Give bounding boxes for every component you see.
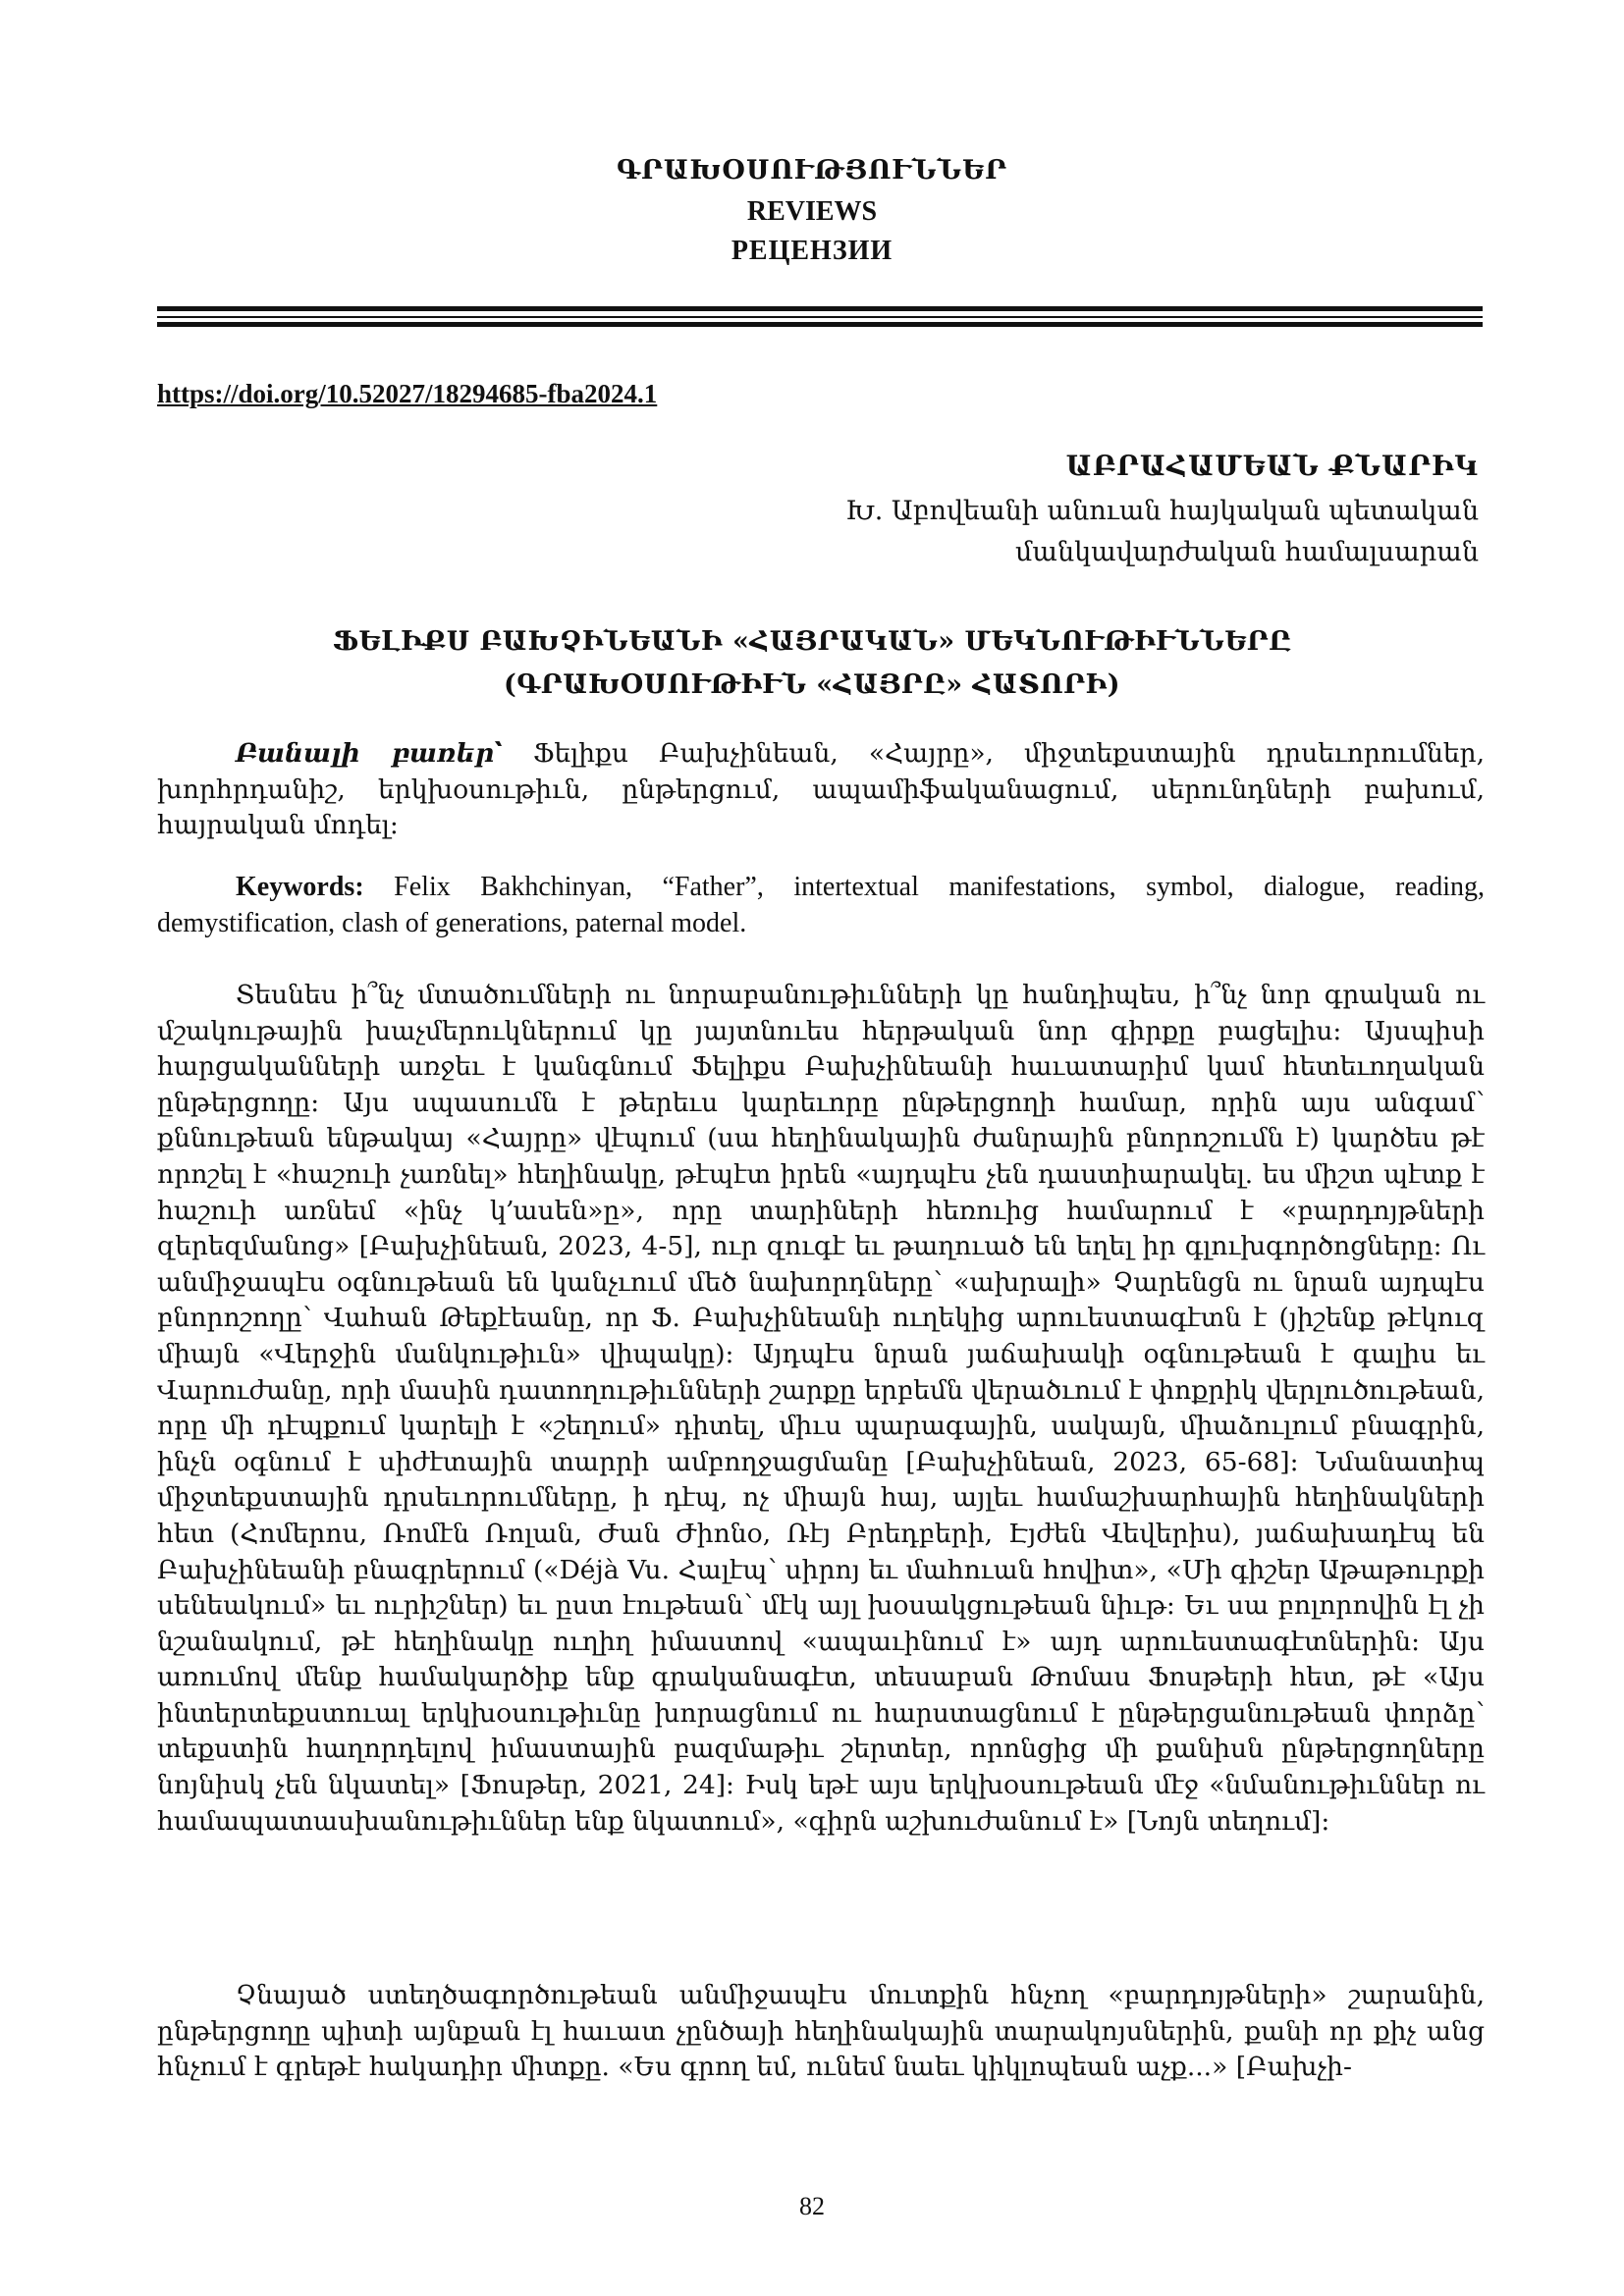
keywords-english xyxy=(157,869,1485,941)
header-rule-top xyxy=(157,306,1483,311)
body-paragraph-2: Չնայած ստեղծագործութեան անմիջապէս մուտքին հնչող «բարդոյթների» շարանին, ընթերցողը պիտի այնքան էլ հաւատ չընծայի հեղինակային տարակոյսներին, քանի որ քիչ անց հնչում է գրեթէ հակադիր միտքը. «Ես գրող եմ, ունեմ նաեւ կիկլոպեան աչք...» [Բախչի- xyxy=(157,1980,1485,2083)
affiliation-line-2: մանկավարժական համալսարան xyxy=(1015,537,1479,567)
page-number: 82 xyxy=(799,2192,825,2220)
header-rule-middle xyxy=(157,316,1483,318)
keywords-armenian-text: Ֆելիքս Բախչինեան, «Հայրը», միջտեքստային դրսեւորումներ, խորհրդանիշ, երկխօսութիւն, ընթերցում, ապամիֆականացում, սերունդների բախում, հայրական մոդել: xyxy=(157,738,1485,840)
section-heading-russian: РЕЦЕНЗИИ xyxy=(731,236,893,266)
keywords-english-label: Keywords: xyxy=(236,872,364,902)
keywords-english-text: Felix Bakhchinyan, “Father”, intertextual manifestations, symbol, dialogue, reading, demystification, clash of generations, paternal model. xyxy=(157,872,1485,938)
section-heading-english: REVIEWS xyxy=(746,196,878,227)
body-paragraph-1: Տեսնես ի՞նչ մտածումների ու նորաբանութիւնների կը հանդիպես, ի՞նչ նոր գրական ու մշակութային խաչմերուկներում կը յայտնուես հերթական նոր գիրքը բացելիս: Այսպիսի հարցականների առջեւ է կանգնում Ֆելիքս Բախչինեանի հաւատարիմ կամ հետեւողական ընթերցողը: Այս սպասումն է թերեւս կարեւորը ընթերցողի համար, որին այս անգամ՝ քննութեան ենթակայ «Հայրը» վէպում (սա հեղինակային ժանրային բնորոշումն է) կարծես թէ որոշել է «հաշուի չառնել» հեղինակը, թէպէտ իրեն «այդպէս չեն դաստիարակել. ես միշտ պէտք է հաշուի առնեմ «ինչ կ՚ասեն»ը», որը տարիների հեռուից համարում է «բարդոյթների զերեզմանոց» [Բախչինեան, 2023, 4-5], ուր զուգէ եւ թաղուած են եղել իր գլուխգործոցները: Ու անմիջապէս օգնութեան են կանչւում մեծ նախորդները՝ «ախրալի» Չարենցն ու նրան այդպէս բնորոշողը՝ Վահան Թեքէեանը, որ Ֆ. Բախչինեանի ուղեկից արուեստագէտն է (յիշենք թէկուզ միայն «Վերջին մանկութիւն» վիպակը): Այդպէս նրան յաճախակի օգնութեան է գալիս եւ Վարուժանը, որի մասին դատողութիւնների շարքը երբեմն վերածւում է փոքրիկ վերլուծութեան, որը մի դէպքում կարելի է «շեղում» դիտել, միւս պարագային, սակայն, միաձուլում բնագրին, ինչն օգնում է սիժէտային տարրի ամբողջացմանը [Բախչինեան, 2023, 65-68]: Նմանատիպ միջտեքստային դրսեւորումները, ի դէպ, ոչ միայն հայ, այլեւ համաշխարհային հեղինակների հետ (Հոմերոս, Ռոմէն Ռոլան, Ժան Ժիոնօ, Ռէյ Բրեդբերի, Էյժեն Վեվերիս), յաճախադէպ են Բախչինեանի բնագրերում («Déjà Vu. Հալէպ՝ սիրոյ եւ մահուան հովիտ», «Մի գիշեր Աթաթուրքի սենեակում» եւ ուրիշներ) եւ ըստ էութեան՝ մէկ այլ խօսակցութեան նիւթ: Եւ սա բոլորովին էլ չի նշանակում, թէ հեղինակը ուղիղ իմաստով «ապաւինում է» այդ արուեստագէտներին: Այս առումով մենք համակարծիք ենք գրականագէտ, տեսաբան Թոմաս Ֆոսթերի հետ, թէ «Այս ինտերտեքստուալ երկխօսութիւնը խորացնում ու հարստացնում է ընթերցանութեան փորձը՝ տեքստին հաղորդելով իմաստային բազմաթիւ շերտեր, որոնցից մի քանիսն ընթերցողները նոյնիսկ չեն նկատել» [Ֆոսթեր, 2021, 24]: Իսկ եթէ այս երկխօսութեան մէջ «նմանութիւններ ու համապատասխանութիւններ ենք նկատում», «գիրն աշխուժանում է» [Նոյն տեղում]: xyxy=(157,980,1485,1837)
author-affiliation xyxy=(845,491,1479,573)
affiliation-line-1: Խ. Աբովեանի անուան հայկական պետական xyxy=(845,496,1479,526)
section-heading-armenian: ԳՐԱԽՕՍՈՒԹՅՈՒՆՆԵՐ xyxy=(616,155,1008,186)
header-rule-bottom xyxy=(157,322,1483,327)
keywords-armenian xyxy=(157,736,1485,844)
title-line-1: ՖԵԼԻՔՍ ԲԱԽՉԻՆԵԱՆԻ «ՀԱՅՐԱԿԱՆ» ՄԵԿՆՈՒԹԻՒՆՆԵՐԸ xyxy=(332,626,1292,657)
article-title xyxy=(0,620,1624,707)
keywords-armenian-label: Բանալի բառեր՝ xyxy=(236,738,503,769)
doi-link[interactable]: https://doi.org/10.52027/18294685-fba2024.1 xyxy=(157,379,658,408)
author-name: ԱԲՐԱՀԱՄԵԱՆ ՔՆԱՐԻԿ xyxy=(1065,450,1479,482)
title-line-2: (ԳՐԱԽՕՍՈՒԹԻՒՆ «ՀԱՅՐԸ» ՀԱՏՈՐԻ) xyxy=(504,669,1120,700)
